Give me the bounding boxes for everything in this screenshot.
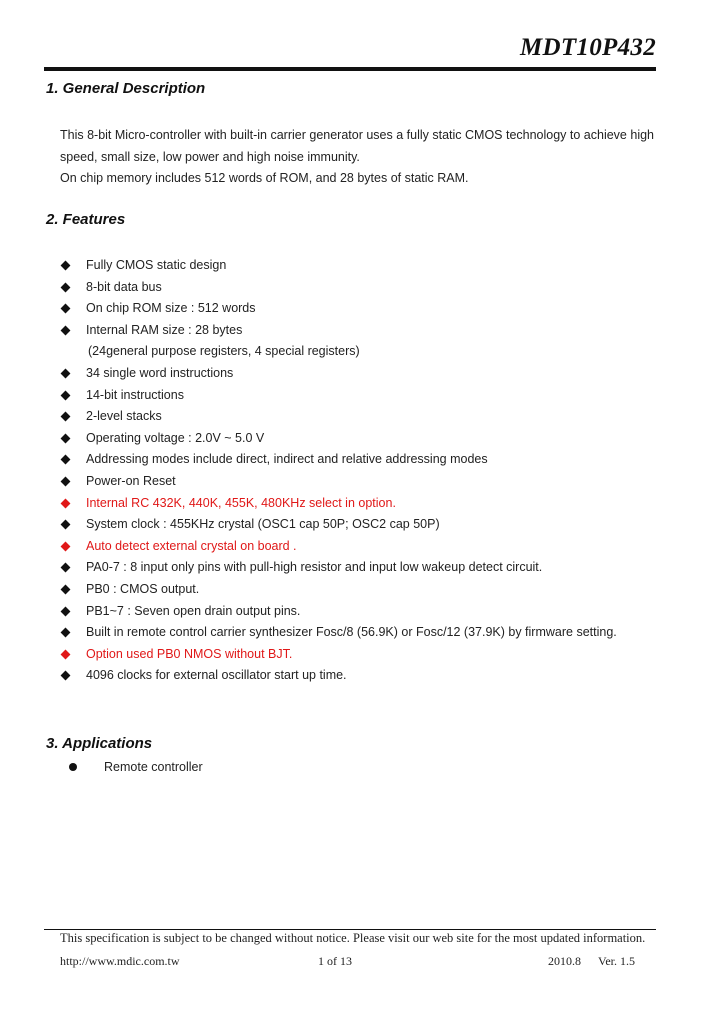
- round-bullet-icon: [69, 763, 77, 771]
- feature-text: 14-bit instructions: [86, 387, 184, 402]
- feature-text: 4096 clocks for external oscillator start up time.: [86, 668, 347, 683]
- diamond-bullet-icon: [61, 541, 71, 551]
- feature-text: Built in remote control carrier synthesizer Fosc/8 (56.9K) or Fosc/12 (37.9K) by firmware setting.: [86, 625, 617, 640]
- diamond-bullet-icon: [61, 369, 71, 379]
- heading-applications: 3. Applications: [46, 735, 153, 752]
- feature-text: Auto detect external crystal on board .: [86, 538, 297, 553]
- application-text: Remote controller: [104, 760, 203, 774]
- feature-item-highlighted: [60, 644, 617, 666]
- footer-url-link[interactable]: http://www.mdic.com.tw: [60, 954, 180, 968]
- feature-text: Addressing modes include direct, indirect and relative addressing modes: [86, 452, 488, 467]
- feature-note: [60, 341, 617, 363]
- diamond-bullet-icon: [61, 671, 71, 681]
- feature-text: 2-level stacks: [86, 409, 162, 424]
- feature-item: [60, 622, 617, 644]
- footer-page-number: 1 of 13: [318, 954, 352, 968]
- features-list: [60, 255, 617, 687]
- heading-features: 2. Features: [46, 211, 126, 228]
- diamond-bullet-icon: [61, 628, 71, 638]
- diamond-bullet-icon: [61, 433, 71, 443]
- diamond-bullet-icon: [61, 455, 71, 465]
- diamond-bullet-icon: [61, 563, 71, 573]
- footer-date: 2010.8: [548, 954, 581, 968]
- feature-text: Power-on Reset: [86, 473, 176, 488]
- application-item: [68, 757, 203, 777]
- document-title: MDT10P432: [519, 34, 656, 61]
- feature-item: [60, 406, 617, 428]
- applications-list: [68, 757, 203, 777]
- feature-item: [60, 579, 617, 601]
- diamond-bullet-icon: [61, 325, 71, 335]
- feature-item: [60, 601, 617, 623]
- footer-version: Ver. 1.5: [598, 954, 635, 968]
- diamond-bullet-icon: [61, 304, 71, 314]
- feature-text: Operating voltage : 2.0V ~ 5.0 V: [86, 430, 265, 445]
- feature-text: 8-bit data bus: [86, 279, 162, 294]
- feature-text: On chip ROM size : 512 words: [86, 301, 256, 316]
- feature-text: (24general purpose registers, 4 special registers): [88, 344, 360, 359]
- feature-item-highlighted: [60, 536, 617, 558]
- feature-item: [60, 449, 617, 471]
- diamond-bullet-icon: [61, 412, 71, 422]
- feature-item: [60, 471, 617, 493]
- feature-text: PA0-7 : 8 input only pins with pull-high resistor and input low wakeup detect circuit.: [86, 560, 543, 575]
- diamond-bullet-icon: [61, 520, 71, 530]
- feature-item: [60, 665, 617, 687]
- footer-rule: [44, 929, 656, 930]
- feature-item: [60, 428, 617, 450]
- diamond-bullet-icon: [61, 498, 71, 508]
- feature-item: [60, 255, 617, 277]
- feature-text: PB1~7 : Seven open drain output pins.: [86, 603, 301, 618]
- diamond-bullet-icon: [61, 606, 71, 616]
- feature-item: [60, 298, 617, 320]
- general-description-paragraph: This 8-bit Micro-controller with built-in carrier generator uses a fully static CMOS technology to achieve high speed, small size, low power and high noise immunity.: [60, 128, 654, 164]
- feature-text: 34 single word instructions: [86, 365, 234, 380]
- feature-item: [60, 385, 617, 407]
- diamond-bullet-icon: [61, 261, 71, 271]
- feature-item: [60, 557, 617, 579]
- feature-text: System clock : 455KHz crystal (OSC1 cap 50P; OSC2 cap 50P): [86, 517, 440, 532]
- feature-text: Internal RC 432K, 440K, 455K, 480KHz select in option.: [86, 495, 396, 510]
- heading-general-description: 1. General Description: [46, 80, 206, 97]
- feature-text: Option used PB0 NMOS without BJT.: [86, 646, 293, 661]
- diamond-bullet-icon: [61, 390, 71, 400]
- feature-text: Fully CMOS static design: [86, 258, 227, 272]
- header-rule: [44, 67, 656, 71]
- feature-text: Internal RAM size : 28 bytes: [86, 322, 243, 337]
- diamond-bullet-icon: [61, 282, 71, 292]
- diamond-bullet-icon: [61, 649, 71, 659]
- feature-text: PB0 : CMOS output.: [86, 581, 200, 596]
- diamond-bullet-icon: [61, 476, 71, 486]
- feature-item-highlighted: [60, 493, 617, 515]
- feature-item: [60, 514, 617, 536]
- feature-item: [60, 277, 617, 299]
- memory-description-paragraph: On chip memory includes 512 words of ROM, and 28 bytes of static RAM.: [60, 171, 469, 185]
- feature-item: [60, 320, 617, 342]
- feature-item: [60, 363, 617, 385]
- diamond-bullet-icon: [61, 584, 71, 594]
- footer-notice: This specification is subject to be changed without notice. Please visit our web site for the most updated information.: [60, 931, 646, 945]
